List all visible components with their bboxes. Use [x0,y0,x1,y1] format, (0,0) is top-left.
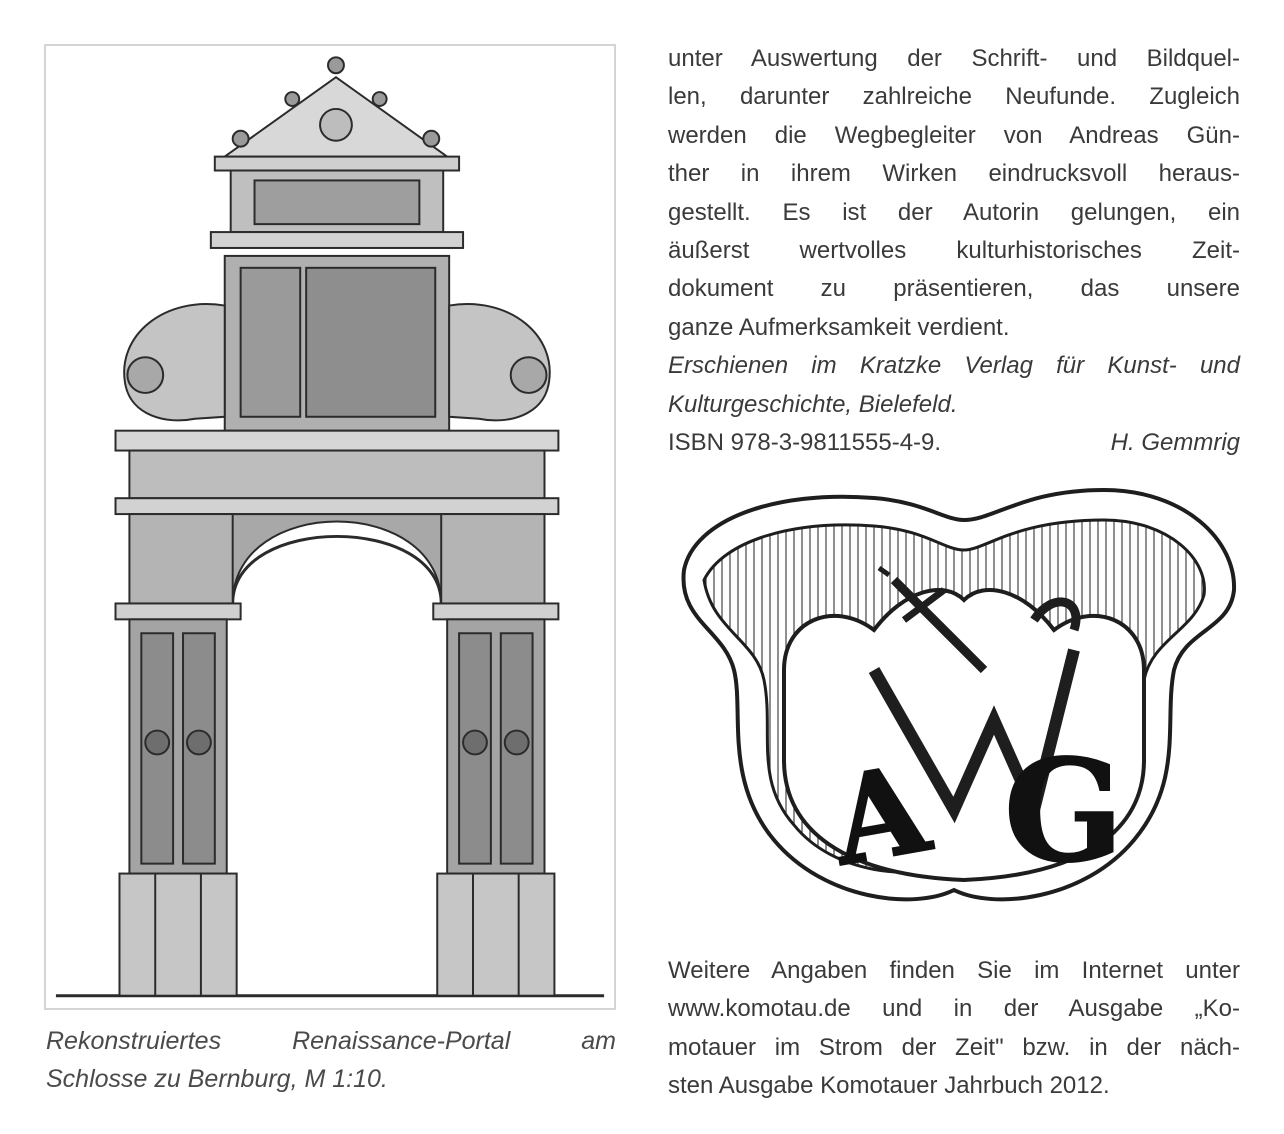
text-line: äußerst wertvolles kulturhistorisches Zeit- [668,237,1240,265]
text-line: ther in ihrem Wirken eindrucksvoll heraus- [668,160,1240,188]
footer-line: Weitere Angaben finden Sie im Internet unter [668,957,1240,984]
monogram-letter-g: G [1004,730,1124,894]
footer-line: www.komotau.de und in der Ausgabe „Ko- [668,995,1240,1023]
text-line: gestellt. Es ist der Autorin gelungen, ein [668,198,1240,226]
footer-line: sten Ausgabe Komotauer Jahrbuch 2012. [668,1072,1110,1100]
isbn-row [668,424,1240,462]
footer-text [668,952,1240,1106]
monogram-letter-a: A [821,738,939,894]
text-line: len, darunter zahlreiche Neufunde. Zugleich [668,83,1240,111]
review-text [668,40,1240,462]
publisher-line: Kulturgeschichte, Bielefeld. [668,390,958,418]
figure-caption [46,1022,616,1098]
monogram-shield-icon [664,480,1244,920]
portal-illustration [44,44,616,1010]
text-line: ganze Aufmerksamkeit verdient. [668,313,1010,341]
caption-line-1: Rekonstruiertes Renaissance-Portal am [46,1027,616,1055]
isbn: ISBN 978-3-9811555-4-9. [668,429,942,457]
text-line: dokument zu präsentieren, das unsere [668,275,1240,303]
text-line: werden die Wegbegleiter von Andreas Gün- [668,121,1240,149]
publisher-line: Erschienen im Kratzke Verlag für Kunst- und [668,352,1240,380]
footer-line: motauer im Strom der Zeit" bzw. in der näch- [668,1033,1240,1061]
caption-line-2: Schlosse zu Bernburg, M 1:10. [46,1065,388,1093]
renaissance-portal-drawing [46,46,614,1008]
monogram-emblem [664,480,1244,920]
text-line: unter Auswertung der Schrift- und Bildquel- [668,45,1240,72]
review-author: H. Gemmrig [1110,429,1240,457]
